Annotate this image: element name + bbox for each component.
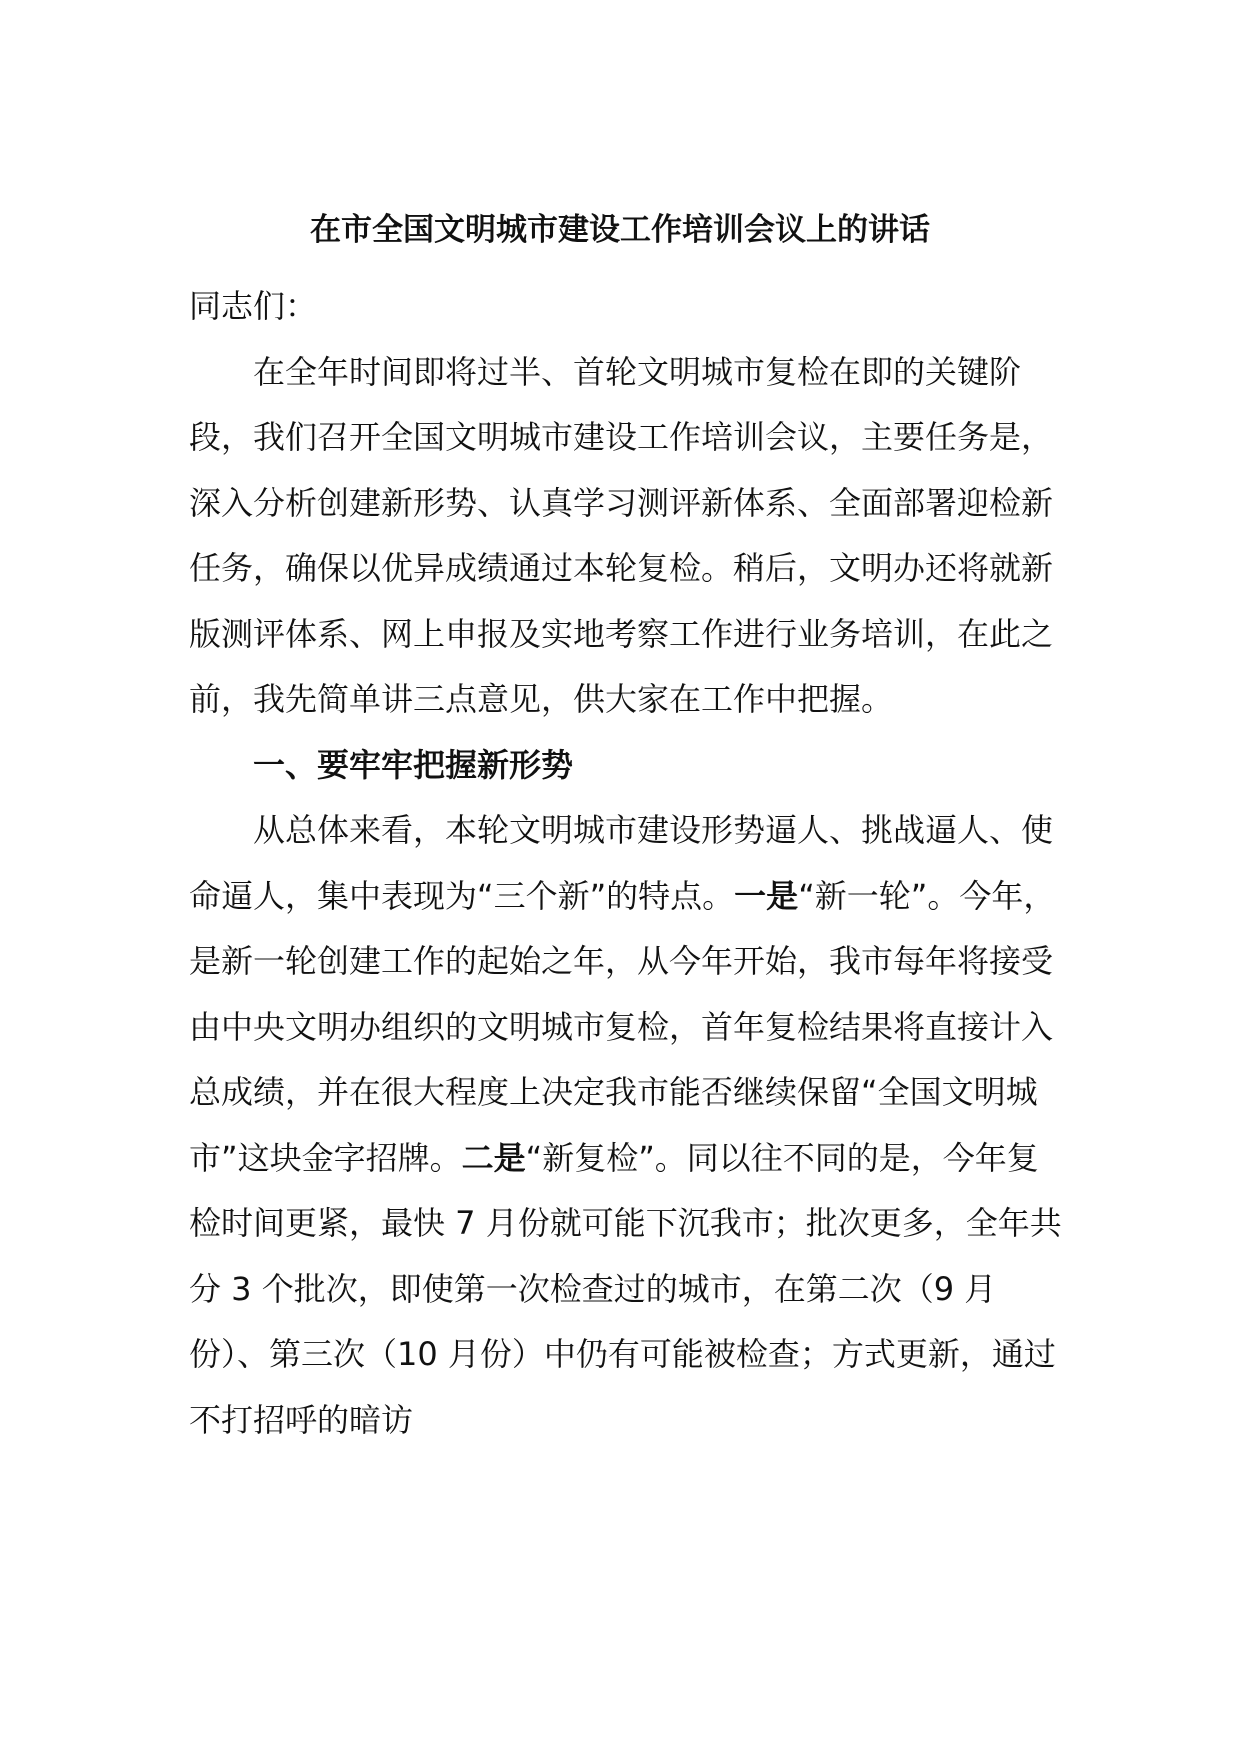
paragraph-intro: 在全年时间即将过半、首轮文明城市复检在即的关键阶段，我们召开全国文明城市建设工作培训会议，主要任务是，深入分析创建新形势、认真学习测评新体系、全面部署迎检新任务，确保以优异成绩通过本轮复检。稍后，文明办还将就新版测评体系、网上申报及实地考察工作进行业务培训，在此之前，我先简单讲三点意见，供大家在工作中把握。 <box>189 352 1054 718</box>
paragraph-text: “新一轮”。今年，是新一轮创建工作的起始之年，从今年开始，我市每年将接受由中央文明办组织的文明城市复检，首年复检结果将直接计入总成绩，并在很大程度上决定我市能否继续保留“全国文明城市”这块金字招牌。 <box>189 876 1056 1177</box>
bold-marker-second: 二是 <box>461 1138 526 1177</box>
paragraph-situation <box>189 798 1069 1453</box>
paragraph-text: 从总体来看，本轮文明城市建设形势逼人、挑战逼人、使命逼人，集中表现为“三个新”的特点。 <box>189 811 1054 915</box>
document-title: 在市全国文明城市建设工作培训会议上的讲话 <box>310 212 930 248</box>
section-heading-1: 一、要牢牢把握新形势 <box>253 745 574 784</box>
bold-marker-first: 一是 <box>734 876 799 915</box>
paragraph-text: “新复检”。同以往不同的是，今年复检时间更紧，最快 7 月份就可能下沉我市；批次更多，全年共分 3 个批次，即使第一次检查过的城市，在第二次（9 月份）、第三次（10 月份）中仍有可能被检查；方式更新，通过不打招呼的暗访 <box>189 1138 1062 1439</box>
salutation: 同志们： <box>189 287 318 325</box>
document-body <box>189 274 1069 1453</box>
